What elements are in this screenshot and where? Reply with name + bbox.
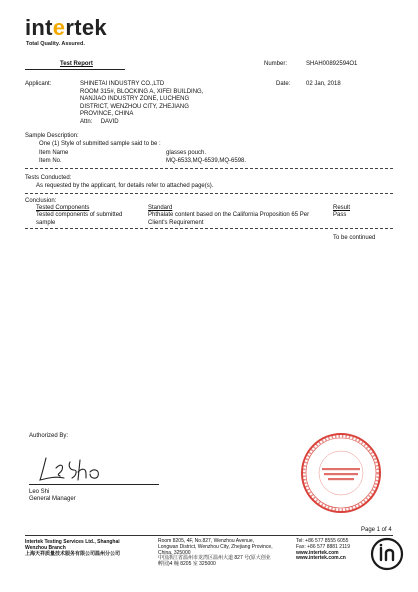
title-rule: [25, 69, 125, 70]
attn-line: Attn: DAVID: [80, 118, 119, 125]
standard-cell: [148, 212, 309, 227]
contact-website: www.intertek.com: [296, 549, 339, 556]
conclusion-label: Conclusion:: [25, 198, 57, 204]
signer-name: Leo Shi: [29, 489, 50, 495]
tagline: Total Quality. Assured.: [26, 41, 85, 47]
signer-title: General Manager: [29, 496, 76, 502]
intertek-in-icon: [370, 537, 404, 571]
sample-line: One (1) Style of submitted sample said to be :: [39, 141, 161, 147]
result-cell: Pass: [333, 212, 347, 218]
page-number: Page 1 of 4: [361, 527, 392, 533]
standard-line: Phthalate content based on the California Proposition 65 Per: [148, 212, 310, 218]
item-no-value: MQ-6533,MQ-6539,MQ-6598.: [166, 158, 247, 164]
company-line: Wenzhou Branch: [25, 545, 66, 551]
component-cell: [36, 212, 122, 227]
footer-contact: [296, 539, 350, 562]
signature-image: [34, 452, 114, 486]
col-header-standard: Standard: [148, 205, 173, 211]
applicant-line: NANJIAO INDUSTRY ZONE, LUCHENG: [80, 96, 190, 102]
company-line: Intertek Testing Services Ltd., Shanghai: [25, 539, 120, 545]
divider: [25, 193, 393, 194]
item-name-value: glasses pouch.: [166, 150, 207, 156]
applicant-line: ROOM 315#, BLOCKING A, XIFEI BUILDING,: [80, 88, 204, 95]
contact-tel: Tel: +86 577 8555 6055: [296, 538, 349, 544]
number-label: Number:: [264, 61, 288, 67]
report-number: SHAH00892594O1: [306, 61, 358, 67]
company-line: 上海天祥质量技术服务有限公司温州分公司: [25, 551, 121, 557]
continued-note: To be continued: [333, 235, 376, 241]
standard-line: Client's Requirement: [148, 219, 204, 226]
sample-label: Sample Description:: [25, 133, 79, 139]
company-seal-stamp: [300, 432, 382, 514]
contact-website-cn: www.intertek.com.cn: [296, 555, 346, 562]
col-header-result: Result: [333, 205, 351, 211]
report-title: Test Report: [60, 61, 93, 67]
component-line: Tested components of submitted: [36, 212, 123, 218]
applicant-line: SHINETAI INDUSTRY CO.,LTD: [80, 81, 165, 87]
footer-address: [158, 539, 273, 568]
component-line: sample: [36, 219, 56, 226]
footer-rule: [25, 535, 393, 536]
date-label: Date:: [276, 81, 291, 87]
footer-company: [25, 539, 120, 557]
applicant-block: [80, 81, 203, 126]
address-line: Longwan District, Wenzhou City, Zhejiang Province,: [158, 543, 273, 550]
col-header-components: Tested Components: [36, 205, 90, 211]
address-line: Room 8205, 4F, No.827, Wenzhou Avenue,: [158, 538, 254, 544]
applicant-line: PROVINCE, CHINA: [80, 111, 134, 117]
applicant-line: DISTRICT, WENZHOU CITY, ZHEJIANG: [80, 103, 189, 110]
tests-label: Tests Conducted:: [25, 175, 72, 181]
report-date: 02 Jan, 2018: [306, 81, 341, 87]
address-line: 中国浙江省温州市龙湾区温州大道 827 号(原大创业: [158, 555, 271, 562]
item-no-label: Item No.: [39, 158, 62, 164]
signature-line: [29, 484, 159, 485]
tests-text: As requested by the applicant, for details refer to attached page(s).: [36, 183, 214, 189]
divider: [25, 168, 393, 169]
contact-fax: Fax: +86 577 8881 2119: [296, 543, 350, 550]
applicant-label: Applicant:: [25, 81, 52, 87]
intertek-logo: intertek: [25, 15, 107, 40]
authorized-label: Authorized By:: [29, 433, 69, 439]
divider: [25, 228, 393, 229]
address-line: China, 325000: [158, 549, 191, 556]
item-name-label: Item Name: [39, 150, 69, 156]
address-line: 孵园)4 幢 8205 室 325000: [158, 561, 216, 568]
